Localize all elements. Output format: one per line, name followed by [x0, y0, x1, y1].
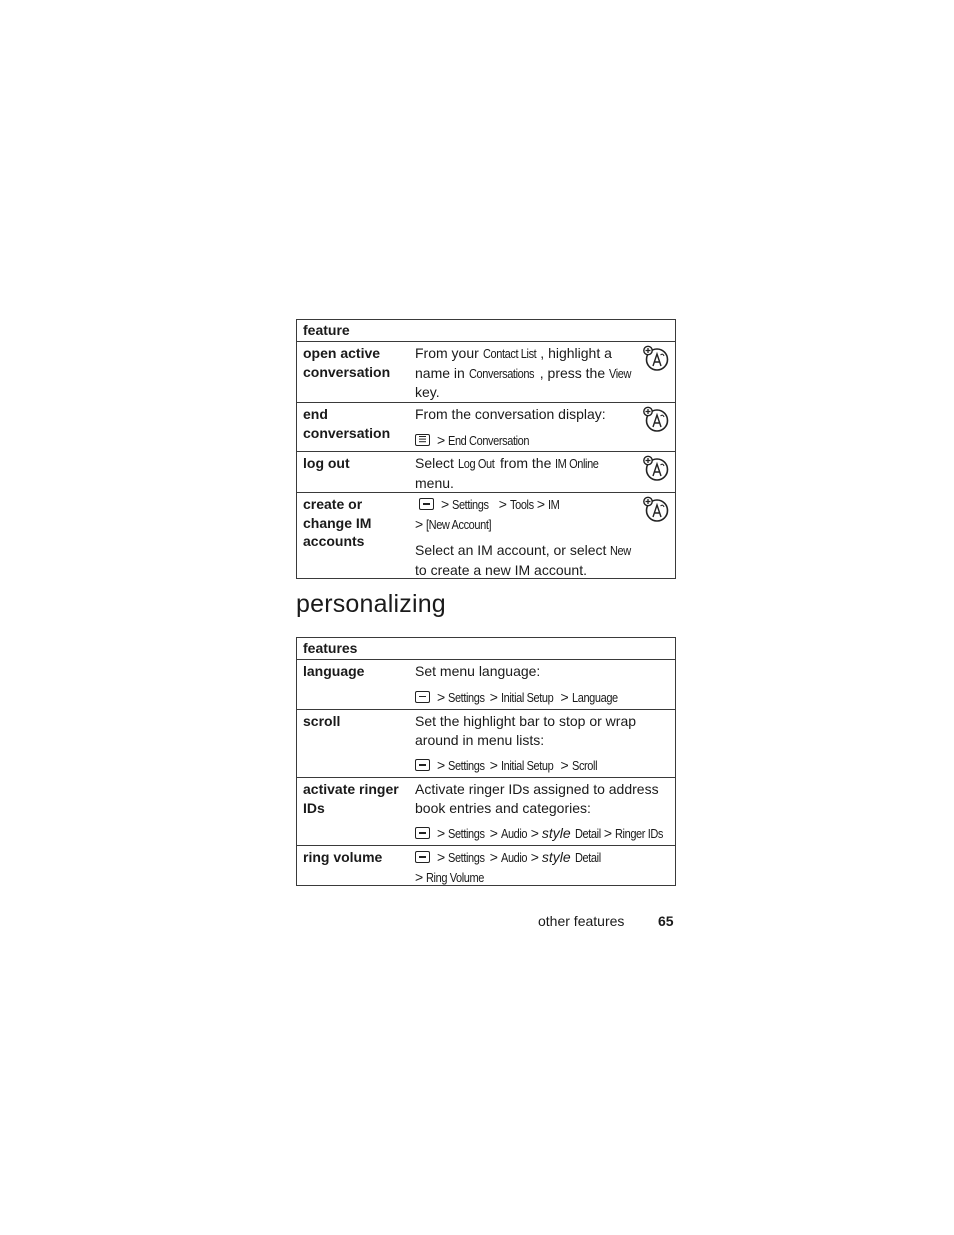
menu-path: > Settings > Initial Setup > Language: [415, 688, 671, 708]
feature-description: From the conversation display: > End Conversation: [415, 405, 637, 450]
table-header: feature: [297, 320, 675, 342]
feature-description: > Settings > Tools > IM > [New Account] Select an IM account, or select New to create a new IM account.: [415, 495, 637, 579]
feature-name: scroll: [303, 713, 341, 729]
feature-name: open active conversation: [303, 345, 391, 380]
feature-description: From your Contact List , highlight a name in Conversations , press the View key.: [415, 345, 632, 400]
menu-path: > Settings > Initial Setup > Scroll: [415, 756, 651, 776]
table-row: [297, 492, 675, 578]
main-menu-key-icon: [415, 691, 430, 703]
menu-item-label: Log Out: [457, 457, 495, 471]
main-menu-key-icon: [415, 851, 430, 863]
feature-description: Activate ringer IDs assigned to address book entries and categories: > Settings > Audio > style Detail > Ringer IDs: [415, 780, 671, 844]
network-option-icon: [643, 496, 669, 522]
menu-path: > End Conversation: [415, 431, 637, 451]
menu-path: > Settings > Audio > style Detail > Ringer IDs: [415, 824, 671, 844]
table-row: [297, 709, 675, 777]
table-row: [297, 660, 675, 709]
menu-path: > Settings > Audio > style Detail: [415, 848, 671, 868]
network-option-icon: [643, 345, 669, 371]
table-row: [297, 451, 675, 492]
main-menu-key-icon: [419, 498, 434, 510]
page-number: 65: [658, 913, 674, 929]
menu-item-label: View: [609, 366, 632, 381]
feature-table: [296, 319, 676, 579]
menu-path: > Settings > Tools > IM: [415, 495, 637, 515]
feature-description: > Settings > Audio > style Detail > Ring Volume: [415, 848, 671, 887]
network-option-icon: [643, 455, 669, 481]
menu-item-label: IM Online: [555, 457, 599, 471]
menu-item-label: Contact List: [482, 347, 537, 361]
table-row: [297, 402, 675, 451]
feature-name: create or change IM accounts: [303, 496, 372, 549]
feature-description: Set menu language: > Settings > Initial Setup > Language: [415, 662, 671, 707]
feature-description: Set the highlight bar to stop or wrap around in menu lists: > Settings > Initial Setup > Scroll: [415, 712, 651, 776]
table-row: [297, 777, 675, 845]
menu-item-label: New: [610, 544, 632, 558]
features-table: [296, 637, 676, 886]
footer-section-label: other features: [538, 913, 625, 929]
menu-key-icon: [415, 434, 430, 446]
menu-item-label: Conversations: [468, 366, 534, 381]
table-row: [297, 845, 675, 885]
feature-name: language: [303, 663, 365, 679]
table-header: features: [297, 638, 675, 660]
section-title: personalizing: [296, 590, 446, 618]
feature-name: end conversation: [303, 406, 391, 441]
feature-name: ring volume: [303, 849, 383, 865]
feature-name: activate ringer IDs: [303, 781, 399, 816]
main-menu-key-icon: [415, 759, 430, 771]
feature-name: log out: [303, 455, 350, 471]
main-menu-key-icon: [415, 827, 430, 839]
network-option-icon: [643, 406, 669, 432]
feature-description: Select Log Out from the IM Online menu.: [415, 455, 599, 491]
table-row: [297, 342, 675, 402]
